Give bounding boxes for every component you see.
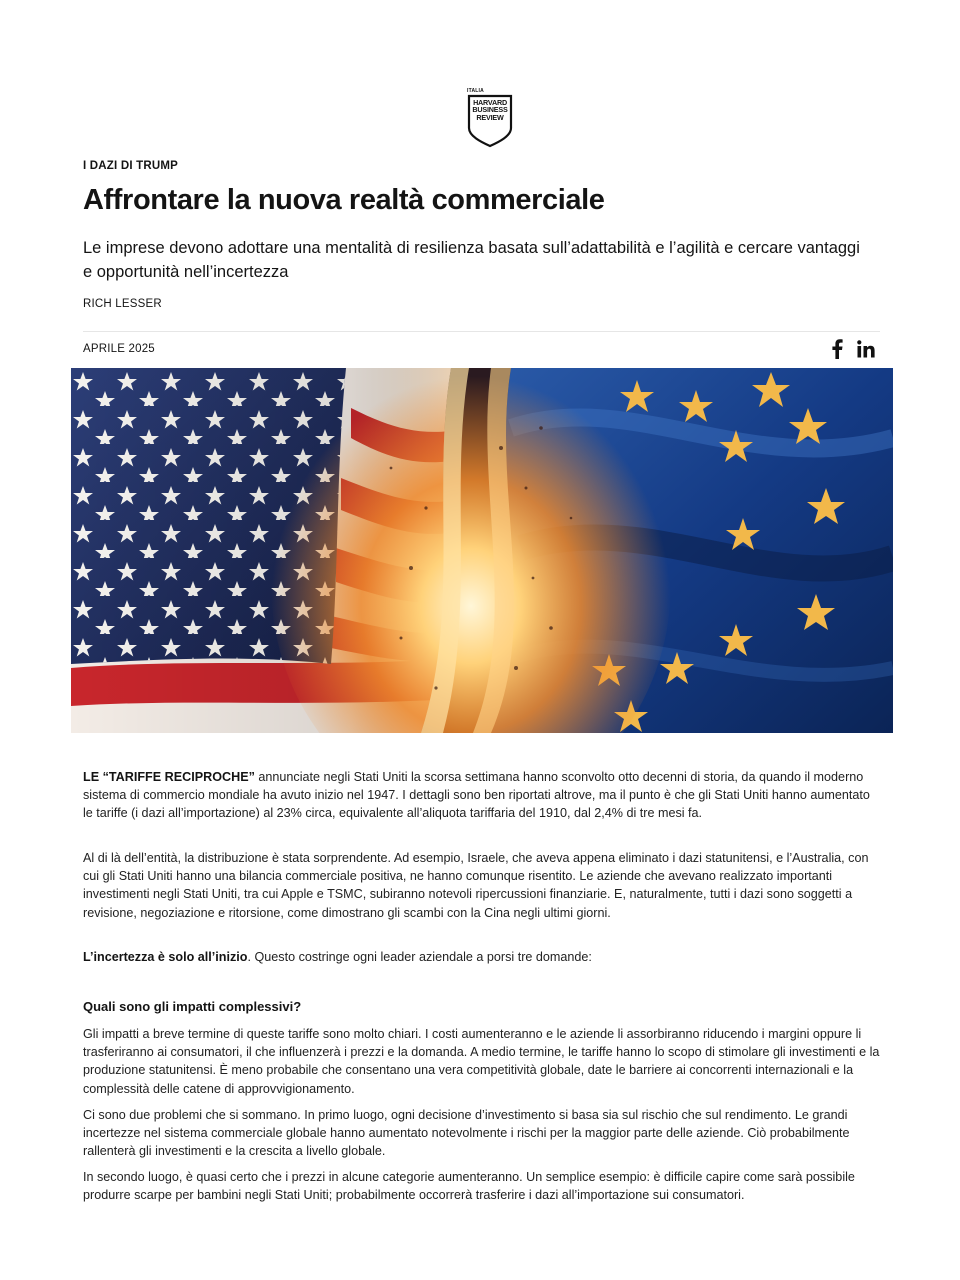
article-kicker[interactable]: I DAZI DI TRUMP [83, 160, 178, 172]
divider [83, 331, 880, 332]
linkedin-icon [857, 340, 875, 358]
article-author[interactable]: RICH LESSER [83, 298, 162, 310]
paragraph-3 [83, 948, 883, 966]
paragraph-3-text: . Questo costringe ogni leader aziendale a porsi tre domande: [247, 950, 592, 964]
paragraph-5: Ci sono due problemi che si sommano. In primo luogo, ogni decisione d’investimento si basa sia sul rischio che sul rendimento. Le grandi incertezze nel sistema commerciale globale hanno aumentato notevolmente i rischi per la maggior parte delle aziende. Ciò probabilmente rallenterà gli investimenti e la crescita a livello globale. [83, 1108, 850, 1159]
logo-wordmark [470, 99, 510, 121]
article-subtitle: Le imprese devono adottare una mentalità di resilienza basata sull’adattabilità e l’agilità e cercare vantaggi e opportunità nell’incertezza [83, 239, 860, 281]
article-date: APRILE 2025 [83, 343, 155, 355]
facebook-icon [831, 339, 843, 359]
flags-illustration [71, 368, 893, 733]
paragraph-1-lead: LE “TARIFFE RECIPROCHE” [83, 770, 255, 784]
logo-edition: ITALIA [467, 88, 484, 94]
section-heading: Quali sono gli impatti complessivi? [83, 999, 302, 1014]
paragraph-2: Al di là dell’entità, la distribuzione è stata sorprendente. Ad esempio, Israele, che aveva appena eliminato i dazi statunitensi, e l’Australia, con cui gli Stati Uniti hanno una bilancia commerciale positiva, ne hanno comunque risentito. Le aziende che avevano realizzato importanti investimenti negli Stati Uniti, tra cui Apple e TSMC, subiranno notevoli ripercussioni finanziarie. E, naturalmente, tutti i dazi sono soggetti a revisione, negoziazione e ritorsione, come dimostrano gli scambi con la Cina negli ultimi giorni. [83, 851, 869, 920]
facebook-share-button[interactable] [828, 338, 846, 360]
hero-image [71, 368, 893, 733]
logo-line-2: BUSINESS [472, 105, 508, 115]
article-title: Affrontare la nuova realtà commerciale [83, 184, 605, 216]
logo-line-1: HARVARD [473, 98, 507, 107]
paragraph-3-lead: L’incertezza è solo all’inizio [83, 950, 248, 964]
paragraph-1 [83, 768, 883, 823]
paragraph-6: In secondo luogo, è quasi certo che i prezzi in alcune categorie aumenteranno. Un semplice esempio: è difficile capire come sarà possibile produrre scarpe per bambini negli Stati Uniti; probabilmente occorrerà trasferire i dazi all’importazione sui consumatori. [83, 1170, 855, 1203]
paragraph-4: Gli impatti a breve termine di queste tariffe sono molto chiari. I costi aumenteranno e le aziende li assorbiranno riducendo i margini oppure li trasferiranno ai consumatori, il che influenzerà i prezzi e la domanda. A medio termine, le tariffe hanno lo scopo di stimolare gli investimenti e la produzione statunitensi. È meno probabile che consentano una vera competitività globale, date le barriere ai concorrenti internazionali e la complessità delle catene di approvvigionamento. [83, 1027, 880, 1096]
paragraph-1-text: annunciate negli Stati Uniti la scorsa settimana hanno sconvolto otto decenni di storia, da quando il moderno sistema di commercio mondiale ha avuto inizio nel 1947. I dettagli sono ben riportati altrove, ma il punto è che gli Stati Uniti hanno aumentato le tariffe (i dazi all’importazione) al 23% circa, equivalente all’aliquota tariffaria del 1910, dal 2,4% di tre mesi fa. [83, 770, 870, 821]
logo-line-3: REVIEW [476, 112, 504, 122]
hbr-logo[interactable] [467, 88, 513, 148]
linkedin-share-button[interactable] [854, 338, 878, 360]
